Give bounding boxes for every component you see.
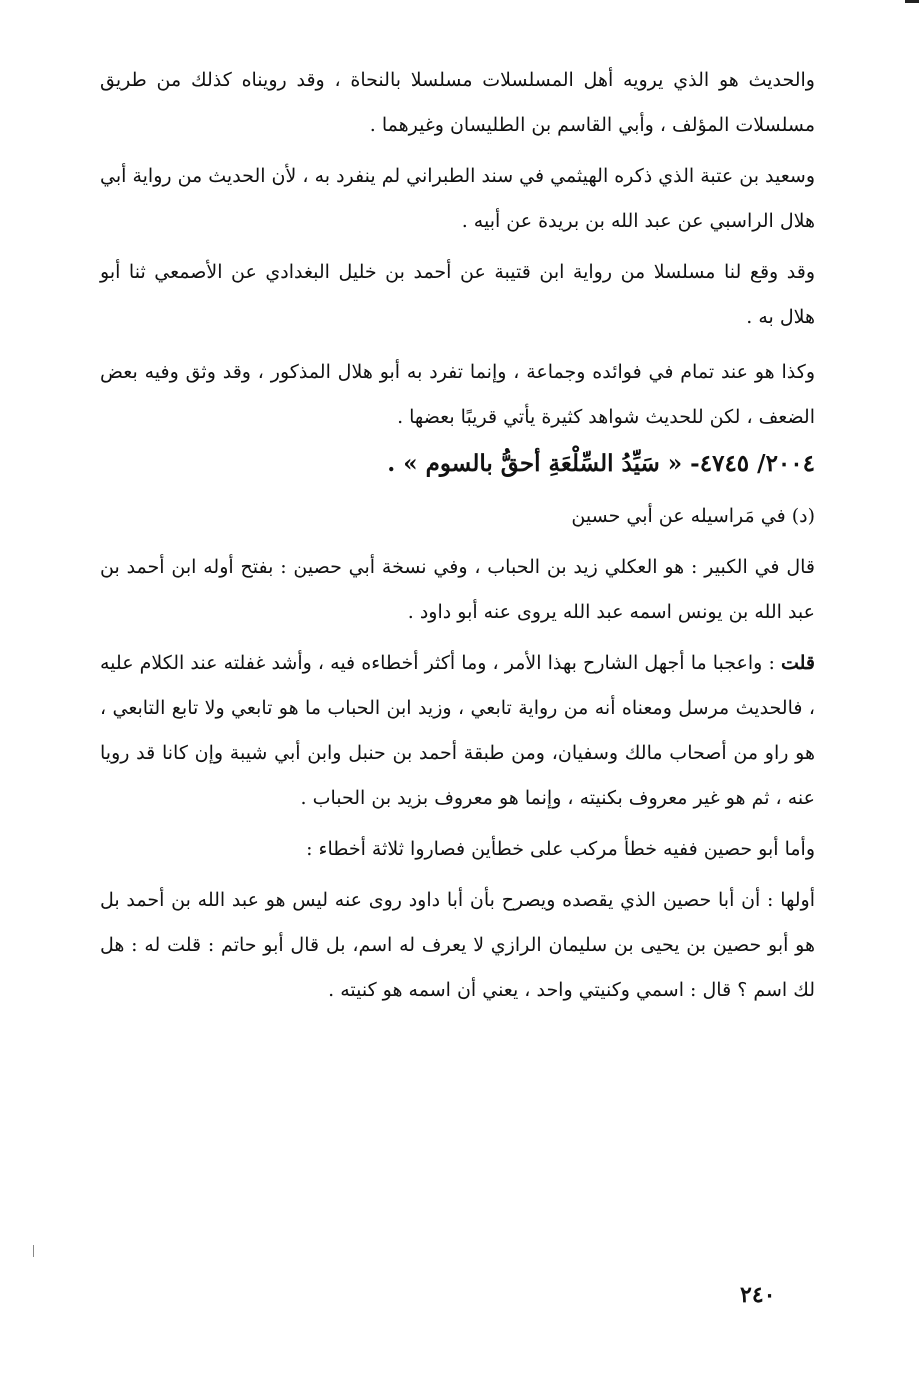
page-number: ٢٤٠ xyxy=(740,1282,776,1308)
paragraph-tamam-fawaid: وكذا هو عند تمام في فوائده وجماعة ، وإنما تفرد به أبو هلال المذكور ، وقد وثق وفيه بعض الضعف ، لكن للحديث شواهد كثيرة يأتي قريبًا بعضها . xyxy=(100,361,815,428)
margin-tick-mark xyxy=(33,1245,34,1257)
paragraph-qultu-critique xyxy=(100,641,815,821)
hadith-entry-source: (د) في مَراسيله عن أبي حسين xyxy=(571,505,815,527)
paragraph-kabir-comment: قال في الكبير : هو العكلي زيد بن الحباب ، وفي نسخة أبي حصين : بفتح أوله ابن أحمد بن عبد الله بن يونس اسمه عبد الله يروى عنه أبو داود . xyxy=(100,556,815,623)
paragraph-abu-husayn-errors: وأما أبو حصين ففيه خطأ مركب على خطأين فصاروا ثلاثة أخطاء : xyxy=(306,838,815,860)
hadith-entry-heading: ٢٠٠٤/ ٤٧٤٥- « سَيِّدُ السِّلْعَةِ أحقُّ بالسوم » . xyxy=(387,450,815,477)
corner-scan-mark xyxy=(905,0,919,3)
paragraph-hadith-chain: والحديث هو الذي يرويه أهل المسلسلات مسلسلا بالنحاة ، وقد رويناه كذلك من طريق مسلسلات المؤلف ، وأبي القاسم بن الطليسان وغيرهما . xyxy=(100,69,815,136)
paragraph-first-error: أولها : أن أبا حصين الذي يقصده ويصرح بأن أبا داود روى عنه ليس هو عبد الله بن أحمد بل هو أبو حصين بن يحيى بن سليمان الرازي لا يعرف له اسم، بل قال أبو حاتم : قلت له : هل لك اسم ؟ قال : اسمي وكنيتي واحد ، يعني أن اسمه هو كنيته . xyxy=(100,889,815,1001)
qultu-body-text: : واعجبا ما أجهل الشارح بهذا الأمر ، وما أكثر أخطاءه فيه ، وأشد غفلته عند الكلام عليه ، فالحديث مرسل ومعناه أنه من رواية تابعي ، وزيد ابن الحباب ما هو تابعي ولا تابع التابعي ، هو راو من أصحاب مالك وسفيان، ومن طبقة أحمد بن حنبل وابن أبي شيبة وإن كانا قد رويا عنه ، ثم هو غير معروف بكنيته ، وإنما هو معروف بزيد بن الحباب . xyxy=(100,652,815,809)
qultu-lead-word: قلت xyxy=(780,652,815,674)
paragraph-saeed-bin-utbah: وسعيد بن عتبة الذي ذكره الهيثمي في سند الطبراني لم ينفرد به ، لأن الحديث من رواية أبي هلال الراسبي عن عبد الله بن بريدة عن أبيه . xyxy=(100,165,815,232)
paragraph-musalsal-ibn-qutaybah: وقد وقع لنا مسلسلا من رواية ابن قتيبة عن أحمد بن خليل البغدادي عن الأصمعي ثنا أبو هلال به . xyxy=(100,261,815,328)
page-body xyxy=(100,58,815,1013)
